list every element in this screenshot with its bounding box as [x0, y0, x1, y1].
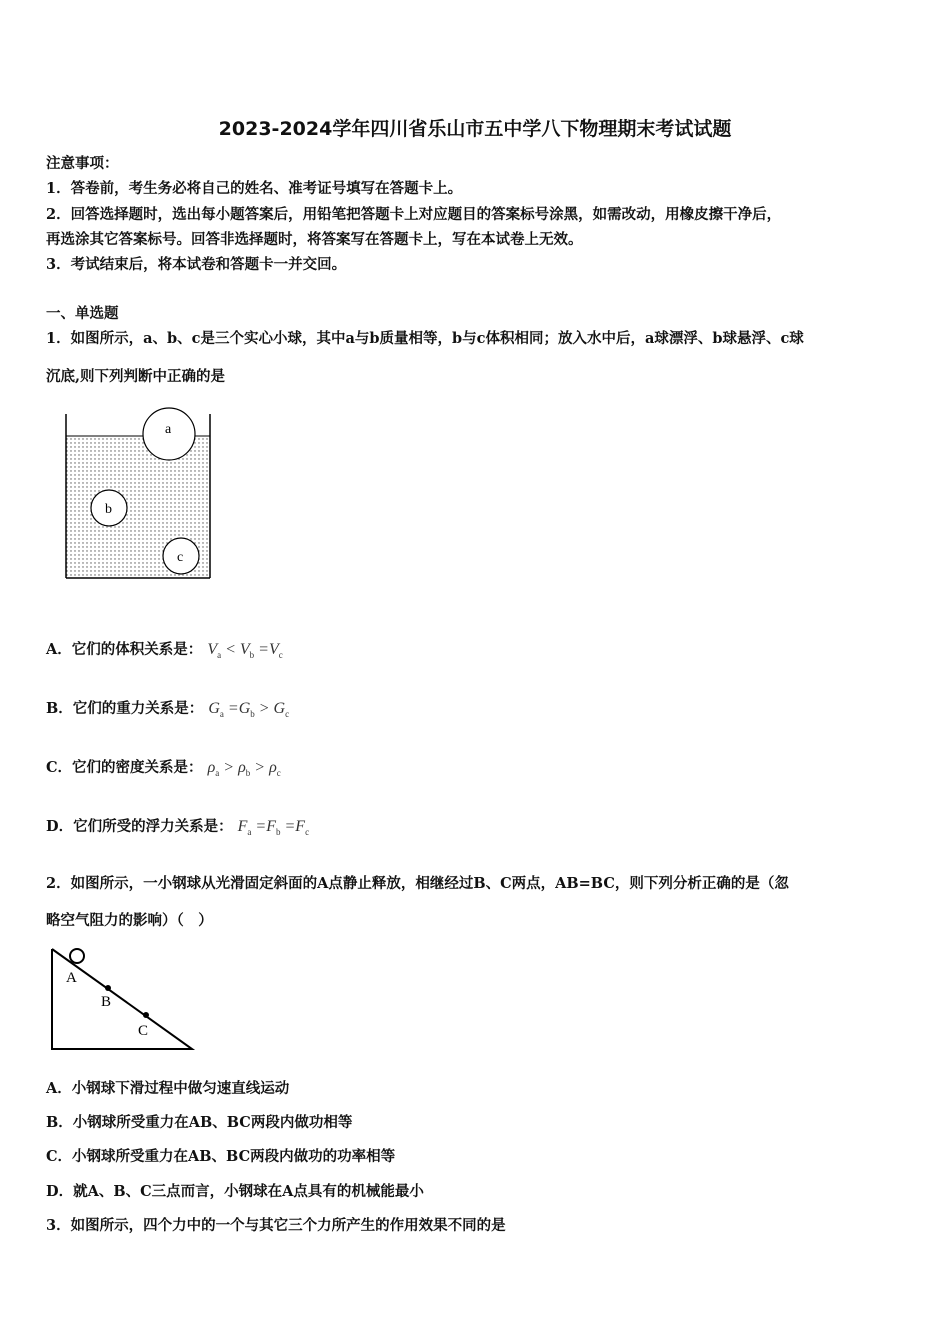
- notice-item: 1．答卷前，考生务必将自己的姓名、准考证号填写在答题卡上。: [46, 180, 463, 197]
- question-1-stem: 1．如图所示，a、b、c是三个实心小球，其中a与b质量相等，b与c体积相同；放入水中后，a球漂浮、b球悬浮、c球: [46, 330, 804, 347]
- option-d: D．它们所受的浮力关系是： $F_a =F_b =F_c$: [46, 818, 310, 837]
- ball-a-label: a: [165, 422, 172, 437]
- incline-figure: [44, 943, 200, 1055]
- question-2-stem: 2．如图所示，一小钢球从光滑固定斜面的A点静止释放，相继经过B、C两点，AB=BC，则下列分析正确的是（忽: [46, 875, 789, 892]
- notice-item: 3．考试结束后，将本试卷和答题卡一并交回。: [46, 256, 347, 273]
- option-c: C．它们的密度关系是： $\rho_a > \rho_b > \rho_c$: [46, 759, 281, 778]
- steel-ball: [70, 949, 84, 963]
- balls-in-water-figure: [58, 402, 218, 582]
- point-a-label: A: [66, 970, 77, 986]
- formula: $F_a =F_b =F_c$: [237, 818, 310, 837]
- q2-option-b: B．小钢球所受重力在AB、BC两段内做功相等: [46, 1114, 353, 1131]
- q2-option-a: A．小钢球下滑过程中做匀速直线运动: [46, 1080, 290, 1097]
- incline-triangle: [52, 949, 192, 1049]
- formula: $\rho_a > \rho_b > \rho_c$: [207, 759, 281, 778]
- formula: $V_a < V_b =V_c$: [207, 641, 283, 660]
- point-b-dot: [105, 985, 111, 991]
- notice-heading: 注意事项：: [46, 155, 119, 172]
- page-title: 2023-2024学年四川省乐山市五中学八下物理期末考试试题: [218, 118, 732, 140]
- formula: $G_a =G_b > G_c$: [208, 700, 290, 719]
- point-b-label: B: [101, 994, 112, 1010]
- option-b: B．它们的重力关系是： $G_a =G_b > G_c$: [46, 700, 290, 719]
- notice-item: 2．回答选择题时，选出每小题答案后，用铅笔把答题卡上对应题目的答案标号涂黑，如需改动，用橡皮擦干净后，: [46, 206, 782, 223]
- section-heading: 一、单选题: [46, 305, 119, 322]
- ball-c-label: c: [177, 550, 184, 565]
- q2-option-c: C．小钢球所受重力在AB、BC两段内做功的功率相等: [46, 1148, 396, 1165]
- question-2-stem-cont: 略空气阻力的影响）（ ）: [46, 912, 213, 929]
- question-3-stem: 3．如图所示，四个力中的一个与其它三个力所产生的作用效果不同的是: [46, 1217, 506, 1234]
- point-c-dot: [143, 1012, 149, 1018]
- option-a: A．它们的体积关系是： $V_a < V_b =V_c$: [46, 641, 283, 660]
- question-1-stem-cont: 沉底,则下列判断中正确的是: [46, 368, 226, 385]
- q2-option-d: D．就A、B、C三点而言，小钢球在A点具有的机械能最小: [46, 1183, 424, 1200]
- point-c-label: C: [138, 1023, 149, 1039]
- notice-item: 再选涂其它答案标号。回答非选择题时，将答案写在答题卡上，写在本试卷上无效。: [46, 231, 583, 248]
- ball-b-label: b: [105, 502, 112, 517]
